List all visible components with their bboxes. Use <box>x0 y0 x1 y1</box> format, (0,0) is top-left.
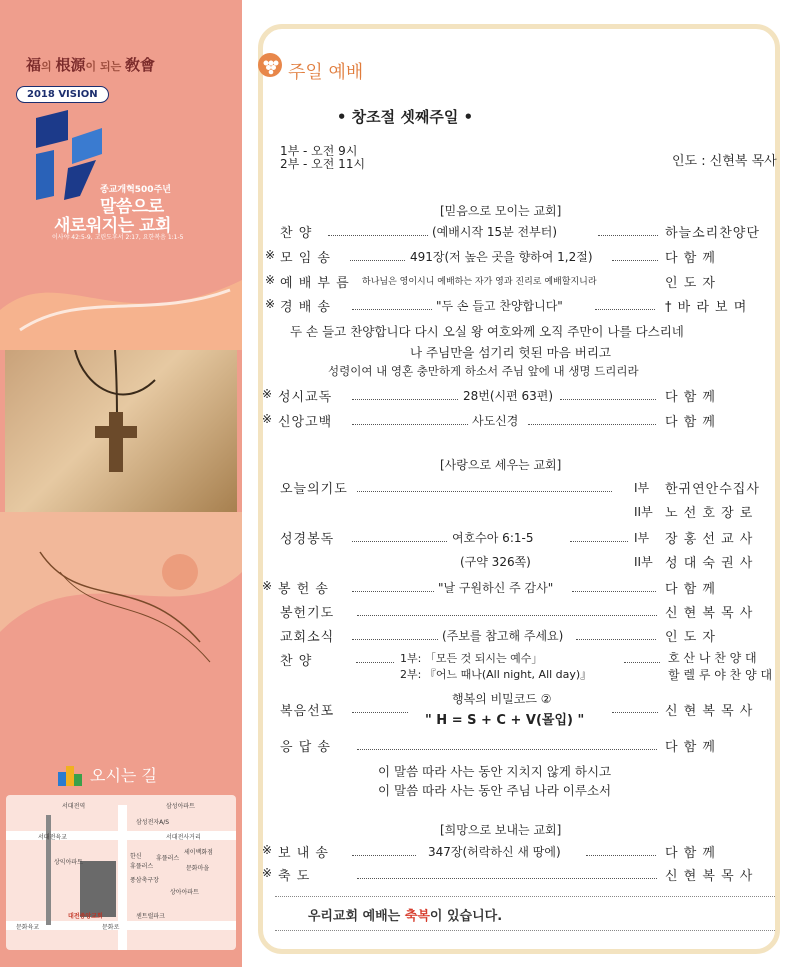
directions-map <box>6 795 236 950</box>
map-label: 센트럴파크 <box>136 913 165 920</box>
order-leader: 신 현 복 목 사 <box>665 606 754 621</box>
leader-title: 목사 <box>751 154 777 169</box>
order-label: 보 내 송 <box>278 846 329 861</box>
leader-dots <box>357 491 612 492</box>
scripture-page: (구약 326쪽) <box>460 555 531 569</box>
leader-dots <box>352 541 447 542</box>
motto-text: 이 있습니다. <box>429 909 503 924</box>
service-part: II부 <box>634 555 653 569</box>
leader-dots <box>356 662 394 663</box>
footer-divider <box>275 930 775 931</box>
leader-dots <box>350 260 405 261</box>
cross-photo <box>5 350 237 512</box>
order-leader: 다 함 께 <box>665 251 716 266</box>
sidebar <box>0 0 242 967</box>
headline-line1: 말씀으로 <box>100 197 164 217</box>
order-detail: 347장(허락하신 새 땅에) <box>428 845 561 859</box>
hymn-lyric: 두 손 들고 찬양합니다 다시 오실 왕 여호와께 오직 주만이 나를 다스리네 <box>290 324 684 339</box>
order-leader: 장 홍 선 교 사 <box>665 532 754 547</box>
leader-dots <box>572 591 656 592</box>
order-leader: 노 선 호 장 로 <box>665 506 754 521</box>
section-heading: [희망으로 보내는 교회] <box>440 823 562 837</box>
order-label: 찬 양 <box>280 226 313 241</box>
church-slogan <box>26 54 155 75</box>
sermon-series: 행복의 비밀코드 ② <box>452 692 552 706</box>
headline-verses: 이사야 42:5-9, 고린도후서 2:17, 요한복음 1:1-5 <box>52 234 184 241</box>
map-label: 한신 <box>130 853 142 860</box>
choir-name-2: 할 렐 루 야 찬 양 대 <box>668 668 773 682</box>
scripture-reference: 여호수아 6:1-5 <box>452 531 534 545</box>
page-title: 주일 예배 <box>288 62 364 83</box>
leader-dots <box>352 309 432 310</box>
order-leader: 다 함 께 <box>665 390 716 405</box>
order-leader: 다 함 께 <box>665 415 716 430</box>
service-time-1: 1부 - 오전 9시 <box>280 144 358 158</box>
order-leader: 한귀연안수집사 <box>665 482 760 497</box>
map-label: 상익아파트 <box>54 859 83 866</box>
order-leader: 성 대 숙 권 사 <box>665 556 754 571</box>
leader-dots <box>352 591 434 592</box>
order-label: 복음선포 <box>280 704 335 719</box>
mark: ※ <box>265 273 276 287</box>
leader-dots <box>612 260 658 261</box>
slogan-part: 의 <box>41 60 56 73</box>
mark: ※ <box>262 412 273 426</box>
order-detail: 491장(저 높은 곳을 향하여 1,2절) <box>410 250 593 264</box>
order-leader: 인 도 자 <box>665 276 716 291</box>
map-label: 서대전육교 <box>38 834 67 841</box>
map-label: 문화마을 <box>186 865 210 872</box>
order-detail: "두 손 들고 찬양합니다" <box>436 299 563 313</box>
order-detail: 사도신경 <box>472 414 519 428</box>
order-detail: 28번(시편 63편) <box>463 389 554 403</box>
order-label: 찬 양 <box>280 654 313 669</box>
order-label: 오늘의기도 <box>280 482 348 497</box>
service-time-2: 2부 - 오전 11시 <box>280 157 366 171</box>
sunday-subtitle: • 창조절 셋째주일 • <box>336 108 474 126</box>
order-detail: 하나님은 영이시니 예배하는 자가 영과 진리로 예배할지니라 <box>362 277 597 287</box>
order-detail: "날 구원하신 주 감사" <box>438 581 554 595</box>
leader-dots <box>352 855 416 856</box>
decorative-swirl <box>0 250 242 350</box>
leader-dots <box>586 855 656 856</box>
order-leader: 신 현 복 목 사 <box>665 869 754 884</box>
leader-dots <box>357 749 657 750</box>
map-label: 대전중앙교회 <box>68 913 103 920</box>
leader-dots <box>560 399 656 400</box>
mark: ※ <box>262 387 273 401</box>
slogan-part: 福 <box>26 56 42 74</box>
order-leader: 다 함 께 <box>665 582 716 597</box>
leader-dots <box>352 639 438 640</box>
leader-dots <box>328 235 428 236</box>
directions-title: 오시는 길 <box>90 766 157 785</box>
leader-name: 신현복 <box>709 154 748 169</box>
mark: ※ <box>265 297 276 311</box>
mark: ※ <box>262 843 273 857</box>
order-leader: 다 함 께 <box>665 846 716 861</box>
section-heading: [믿음으로 모이는 교회] <box>440 204 562 218</box>
leader-dots <box>352 712 408 713</box>
order-detail: (예배시작 15분 전부터) <box>432 225 557 239</box>
order-label: 성경봉독 <box>280 532 335 547</box>
response-lyric: 이 말씀 따라 사는 동안 주님 나라 이루소서 <box>378 783 612 798</box>
leader-dots <box>357 615 657 616</box>
order-leader: 신 현 복 목 사 <box>665 704 754 719</box>
leader-dots <box>598 235 658 236</box>
footer-motto <box>0 905 810 924</box>
leader-dots <box>624 662 660 663</box>
order-label: 봉 헌 송 <box>278 582 329 597</box>
section-heading: [사랑으로 세우는 교회] <box>440 458 562 472</box>
order-label: 봉헌기도 <box>280 606 335 621</box>
order-label: 축 도 <box>278 869 311 884</box>
hymn-lyric: 성령이여 내 영혼 충만하게 하소서 주님 앞에 내 생명 드리리라 <box>328 364 639 378</box>
choir-anthem-1: 1부: 「모든 것 되시는 예수」 <box>400 652 543 665</box>
order-leader: 하늘소리찬양단 <box>665 226 760 241</box>
order-leader: 인 도 자 <box>665 630 716 645</box>
leader-dots <box>576 639 656 640</box>
leader-dots <box>357 878 657 879</box>
leader-dots <box>612 712 658 713</box>
choir-name-1: 호 산 나 찬 양 대 <box>668 651 757 665</box>
leader-dots <box>595 309 655 310</box>
location-pin-icon <box>56 762 84 788</box>
leader-label: 인도 : <box>672 154 706 169</box>
map-label: 서대전사거리 <box>166 834 201 841</box>
mark: ※ <box>262 866 273 880</box>
mark: ※ <box>262 579 273 593</box>
order-label: 모 임 송 <box>280 251 331 266</box>
decorative-flower-art <box>0 512 242 712</box>
choir-anthem-2: 2부: 『어느 때나(All night, All day)』 <box>400 668 592 681</box>
order-label: 교회소식 <box>280 630 335 645</box>
order-leader: 다 함 께 <box>665 740 716 755</box>
order-label: 신앙고백 <box>278 415 333 430</box>
leader-dots <box>528 424 656 425</box>
map-label: 문화로 <box>102 924 120 931</box>
motto-text: 우리교회 예배는 <box>307 909 405 924</box>
service-part: I부 <box>634 531 650 545</box>
slogan-part: 이 되는 <box>85 60 126 73</box>
service-part: I부 <box>634 481 650 495</box>
hymn-lyric: 나 주님만을 섬기리 헛된 마음 버리고 <box>410 345 611 360</box>
map-label: 문화육교 <box>16 924 40 931</box>
reformation-label: 종교개혁500주년 <box>100 185 171 195</box>
grape-icon <box>257 52 283 78</box>
headline-line2: 새로워지는 교회 <box>54 216 171 236</box>
leader-dots <box>352 424 468 425</box>
order-label: 경 배 송 <box>280 300 331 315</box>
response-lyric: 이 말씀 따라 사는 동안 지치지 않게 하시고 <box>378 764 612 779</box>
map-label: 상아아파트 <box>170 889 199 896</box>
order-label: 예 배 부 름 <box>280 276 350 291</box>
map-label: 세이백화점 <box>184 849 213 856</box>
order-detail: (주보를 참고해 주세요) <box>442 629 564 643</box>
map-label: 서대전역 <box>62 803 86 810</box>
map-label: 삼성전자A/S <box>136 819 170 826</box>
mark: ※ <box>265 248 276 262</box>
motto-highlight: 축복 <box>404 909 430 924</box>
map-label: 휴플러스 <box>130 863 154 870</box>
leader-dots <box>352 399 458 400</box>
leader-info <box>672 150 777 169</box>
footer-divider <box>275 896 775 897</box>
leader-dots <box>570 541 628 542</box>
order-label: 응 답 송 <box>280 740 331 755</box>
order-leader: † 바 라 보 며 <box>665 300 748 315</box>
map-label: 풍삼축구장 <box>130 877 159 884</box>
slogan-part: 根源 <box>55 56 86 74</box>
map-label: 삼성아파트 <box>166 803 195 810</box>
map-label: 휴플러스 <box>156 855 180 862</box>
vision-badge: 2018 VISION <box>16 86 109 103</box>
order-label: 성시교독 <box>278 390 333 405</box>
slogan-part: 敎會 <box>125 56 156 74</box>
sermon-title: " H = S + C + V(몰입) " <box>425 713 585 728</box>
service-part: II부 <box>634 505 653 519</box>
